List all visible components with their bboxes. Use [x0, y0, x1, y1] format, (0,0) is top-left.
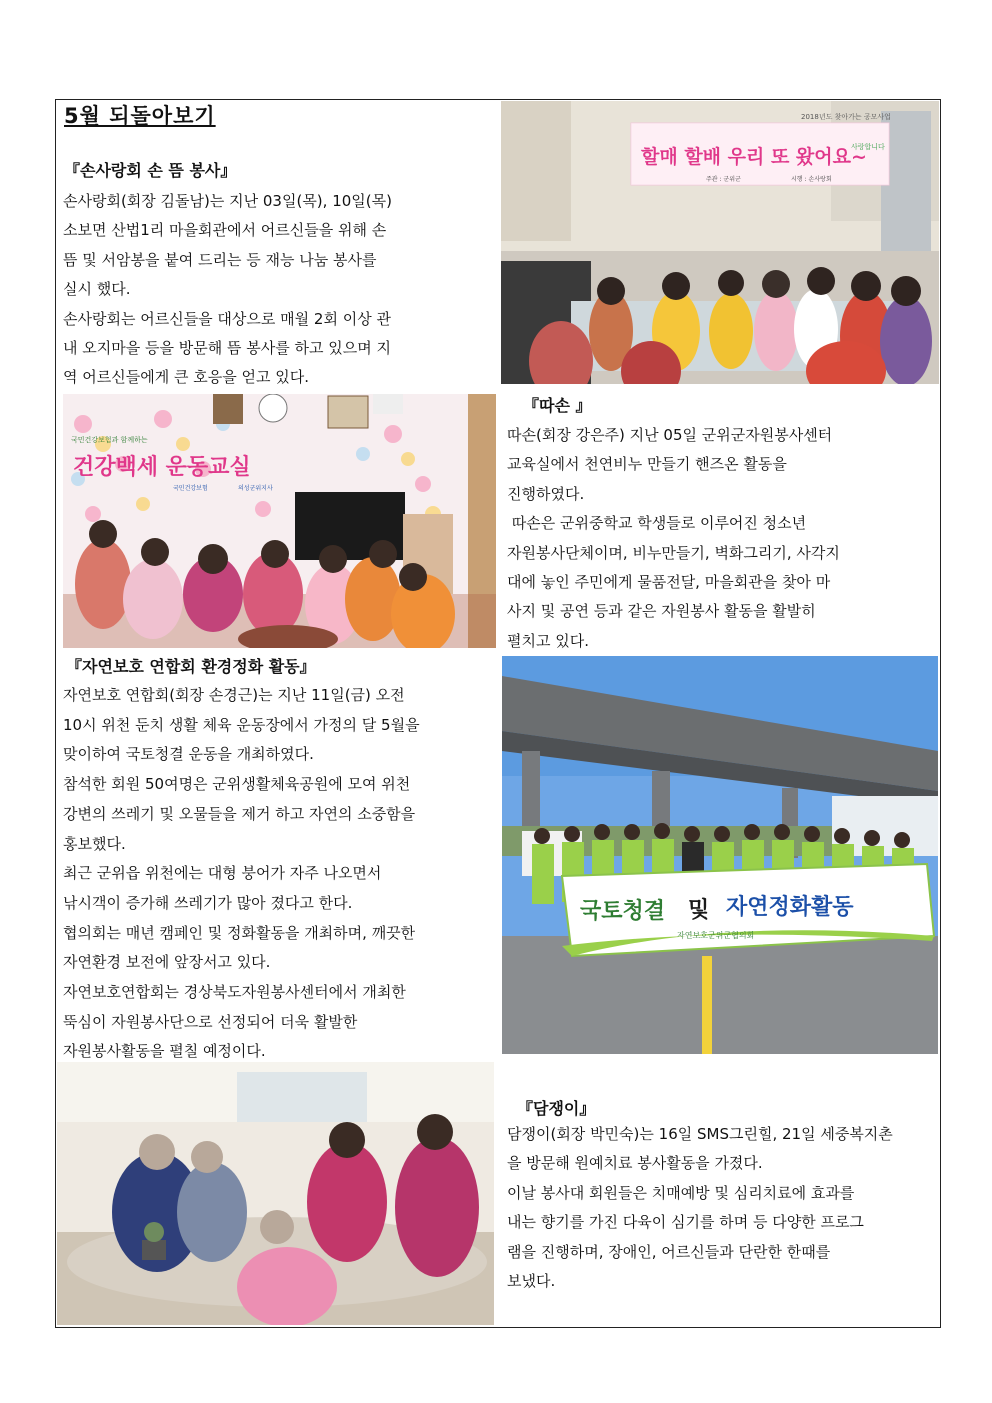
banner3-main-b: 및 — [688, 898, 710, 923]
section-title-sonsarang: 『손사랑회 손 뜸 봉사』 — [64, 161, 237, 180]
text-line: 손사랑회(회장 김돌남)는 지난 03일(목), 10일(목) — [63, 192, 392, 210]
section-title-nature: 『자연보호 연합회 환경정화 활동』 — [66, 657, 316, 676]
text-line: 실시 했다. — [63, 280, 131, 299]
banner2-main-text: 건강백세 운동교실 — [73, 455, 251, 480]
banner-side-text: 사랑합니다 — [851, 143, 885, 151]
text-line: 최근 군위읍 위천에는 대형 붕어가 자주 나오면서 — [63, 864, 382, 883]
text-line: 따손(회장 강은주) 지난 05일 군위군자원봉사센터 — [507, 426, 833, 444]
text-line: 램을 진행하며, 장애인, 어르신들과 단란한 한때를 — [507, 1242, 831, 1261]
text-line: 자원봉사단체이며, 비누만들기, 벽화그리기, 사각지 — [507, 543, 840, 562]
banner2-sub-left: 국민건강보험과 함께하는 — [71, 436, 148, 444]
section-title-ttason: 『따손 』 — [523, 396, 592, 415]
text-line: 협의회는 매년 캠페인 및 정화활동을 개최하며, 깨끗한 — [63, 923, 416, 942]
section-body-ttason — [507, 421, 930, 656]
text-line: 10시 위천 둔치 생활 체육 운동장에서 가정의 달 5월을 — [63, 715, 420, 734]
text-line: 사지 및 공연 등과 같은 자원봉사 활동을 활발히 — [507, 602, 816, 621]
text-line: 역 어르신들에게 큰 호응을 얻고 있다. — [63, 368, 309, 387]
banner3-main-a: 국토청결 — [580, 899, 666, 924]
text-line: 내는 향기를 가진 다육이 심기를 하며 등 다양한 프로그 — [507, 1213, 864, 1232]
photo-cleanup-group — [502, 656, 938, 1054]
text-line: 뜸 및 서암봉을 붙여 드리는 등 재능 나눔 봉사를 — [63, 250, 377, 269]
text-line: 대에 놓인 주민에게 물품전달, 마을회관을 찾아 마 — [507, 573, 831, 592]
text-line: 보냈다. — [507, 1272, 556, 1291]
photo-sonsarang-volunteers — [501, 101, 939, 384]
text-line: 홍보했다. — [63, 834, 126, 853]
text-line: 내 오지마을 등을 방문해 뜸 봉사를 하고 있으며 지 — [63, 339, 391, 358]
banner-small-left: 주관 : 군위군 — [706, 176, 741, 183]
banner2-sub-bottom: 국민건강보험 — [173, 485, 208, 492]
photo-health-class — [63, 394, 496, 648]
banner-small-right: 시행 : 손사랑회 — [791, 176, 832, 183]
banner-small-top: 2018년도 찾아가는 공모사업 — [801, 113, 891, 121]
text-line: 자연보호 연합회(회장 손경근)는 지난 11일(금) 오전 — [63, 686, 405, 704]
text-line: 교육실에서 천연비누 만들기 핸즈온 활동을 — [507, 455, 787, 474]
text-line: 자원봉사활동을 펼칠 예정이다. — [63, 1042, 266, 1061]
text-line: 손사랑회는 어르신들을 대상으로 매월 2회 이상 관 — [63, 309, 391, 328]
section-body-damjaengi — [507, 1120, 932, 1296]
section-body-sonsarang — [63, 187, 489, 393]
text-line: 참석한 회원 50여명은 군위생활체육공원에 모여 위천 — [63, 775, 411, 794]
text-line: 소보면 산법1리 마을회관에서 어르신들을 위해 손 — [63, 221, 387, 240]
text-line: 따손은 군위중학교 학생들로 이루어진 청소년 — [507, 514, 807, 533]
text-line: 진행하였다. — [507, 484, 585, 503]
page-title: 5월 되돌아보기 — [64, 104, 216, 128]
text-line: 뚝심이 자원봉사단으로 선정되어 더욱 활발한 — [63, 1012, 358, 1031]
text-line: 낚시객이 증가해 쓰레기가 많아 졌다고 한다. — [63, 893, 353, 912]
photo-damjaengi-gardening — [57, 1062, 494, 1325]
text-line: 자연보호연합회는 경상북도자원봉사센터에서 개최한 — [63, 983, 406, 1002]
text-line: 을 방문해 원예치료 봉사활동을 가졌다. — [507, 1154, 763, 1173]
text-line: 펼치고 있다. — [507, 631, 589, 650]
text-line: 맞이하여 국토청결 운동을 개최하였다. — [63, 745, 314, 764]
banner3-org: 자연보호군위군협의회 — [677, 931, 755, 940]
banner2-sub-right: 의성군위지사 — [238, 485, 273, 492]
section-title-damjaengi: 『담쟁이』 — [517, 1099, 596, 1118]
text-line: 담쟁이(회장 박민숙)는 16일 SMS그린힐, 21일 세중복지촌 — [507, 1125, 893, 1143]
section-body-nature — [63, 681, 495, 1067]
text-line: 이날 봉사대 회원들은 치매예방 및 심리치료에 효과를 — [507, 1183, 855, 1202]
banner3-main-c: 자연정화활동 — [726, 895, 854, 920]
text-line: 강변의 쓰레기 및 오물들을 제거 하고 자연의 소중함을 — [63, 804, 416, 823]
text-line: 자연환경 보전에 앞장서고 있다. — [63, 953, 271, 972]
banner-main-text: 할매 할배 우리 또 왔어요~ — [641, 146, 867, 168]
